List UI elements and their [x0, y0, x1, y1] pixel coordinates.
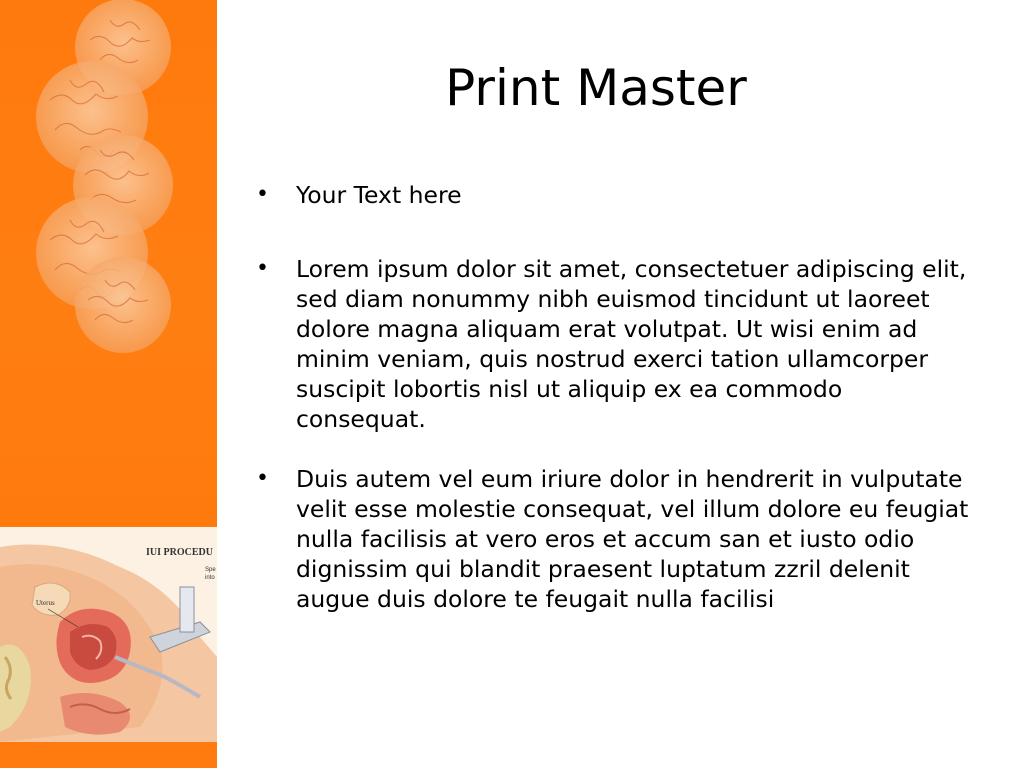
- illustration-label-into: into: [205, 575, 215, 581]
- bullet-item: [256, 180, 976, 210]
- cell-bubbles-graphic: [0, 0, 217, 370]
- bullet-item: [256, 254, 976, 434]
- bullet-list: [256, 180, 976, 644]
- bullet-item: [256, 464, 976, 614]
- illustration-label-uterus: Uterus: [36, 599, 55, 607]
- bullet-text: Lorem ipsum dolor sit amet, consectetuer adipiscing elit, sed diam nonummy nibh euismod tincidunt ut laoreet dolore magna aliquam erat volutpat. Ut wisi enim ad minim veniam, quis nostrud exerci tation ullamcorper suscipit lobortis nisl ut aliquip ex ea commodo consequat.: [296, 255, 967, 433]
- bullet-marker-icon: •: [256, 256, 269, 281]
- cell-bubble: [75, 257, 171, 353]
- bullet-text: Your Text here: [296, 181, 462, 209]
- illustration-caption: IUI PROCEDU: [146, 547, 213, 558]
- illustration-label-spec: Spe: [205, 567, 216, 573]
- side-decorative-panel: [0, 0, 217, 768]
- slide-title: Print Master: [445, 59, 747, 117]
- orange-panel-bottom-strip: [0, 742, 217, 768]
- anatomy-drawing: [0, 527, 217, 742]
- iui-procedure-illustration: [0, 527, 217, 742]
- bullet-marker-icon: •: [256, 466, 269, 491]
- bullet-marker-icon: •: [256, 182, 269, 207]
- bullet-text: Duis autem vel eum iriure dolor in hendrerit in vulputate velit esse molestie consequat, vel illum dolore eu feugiat nulla facilisis at vero eros et accum san et iusto odio dignissim qui blandit praesent luptatum zzril delenit augue duis dolore te feugait nulla facilisi: [296, 465, 969, 613]
